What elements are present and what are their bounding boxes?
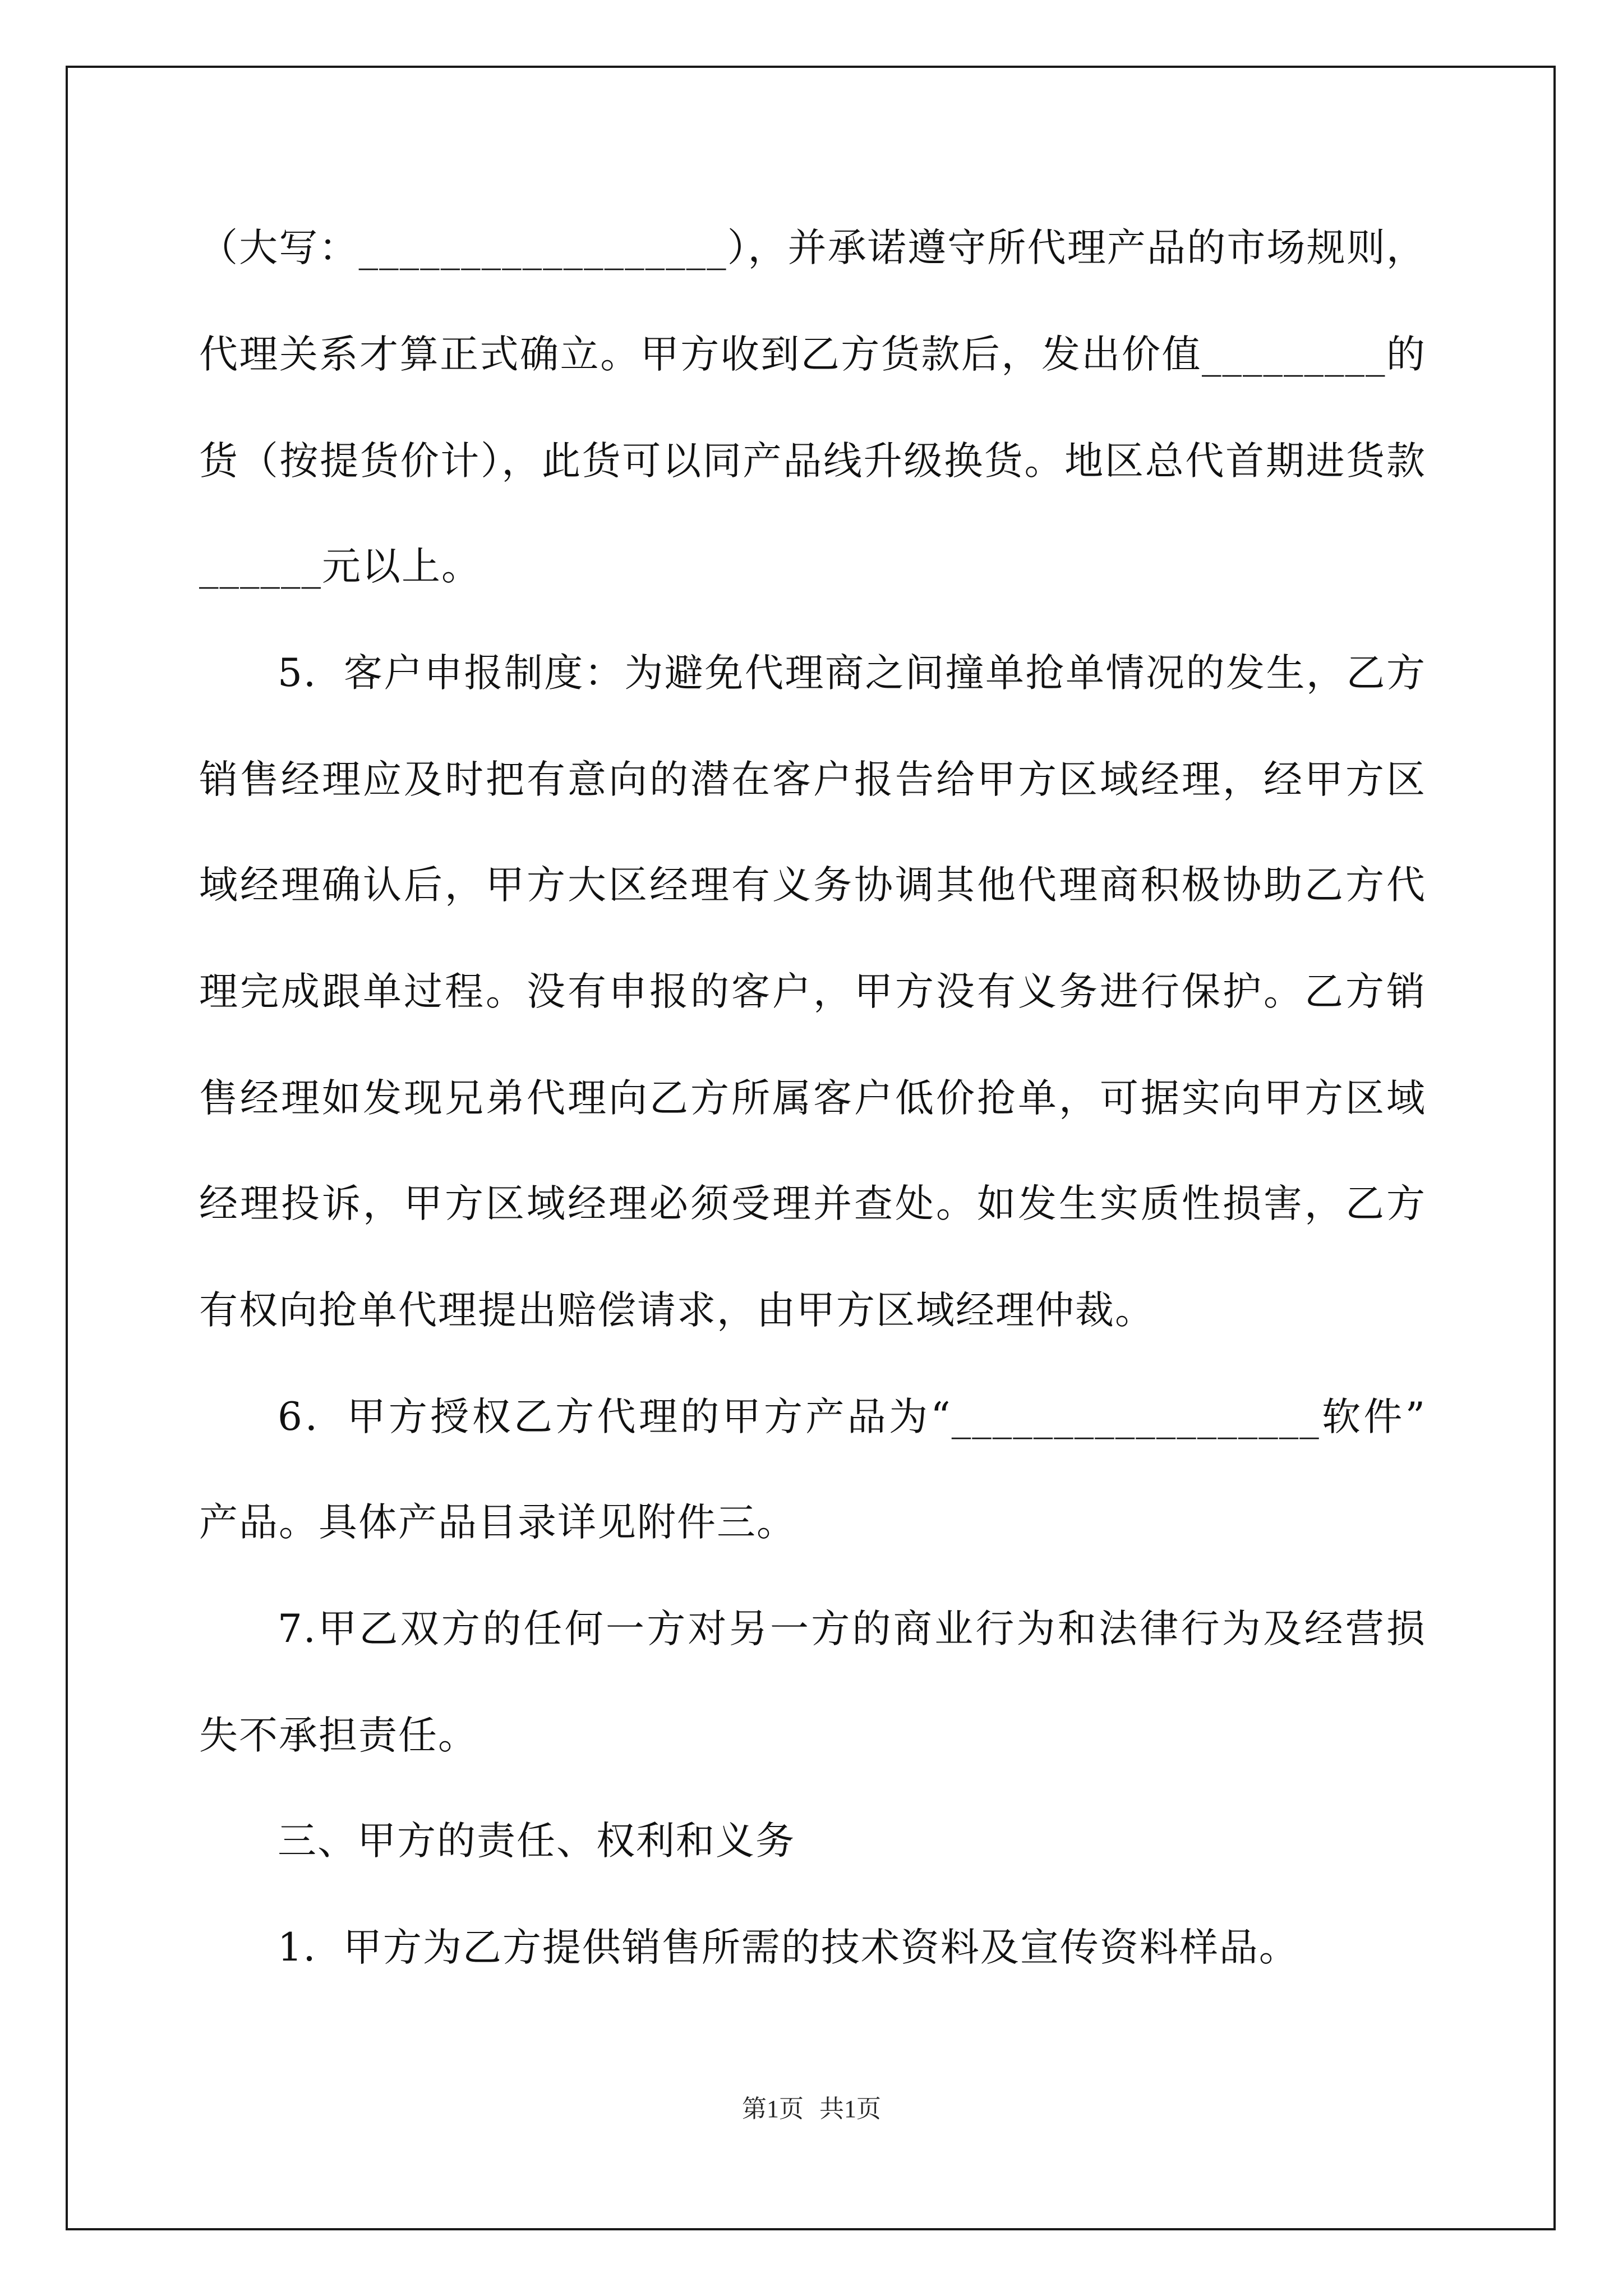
text-line: 货（按提货价计），此货可以同产品线升级换货。地区总代首期进货款 [199,439,1426,484]
section-heading: 三、甲方的责任、权利和义务 [278,1819,795,1864]
text-line: 理完成跟单过程。没有申报的客户，甲方没有义务进行保护。乙方销 [199,969,1426,1014]
text-line: 产品。具体产品目录详见附件三。 [199,1500,796,1545]
text-line: （大写：__________________），并承诺遵守所代理产品的市场规则， [199,226,1426,270]
page-total: 共1页 [819,2095,881,2123]
text-line: 经理投诉，甲方区域经理必须受理并查处。如发生实质性损害，乙方 [199,1181,1426,1226]
paragraph-6-first-line: 6．甲方授权乙方代理的甲方产品为“__________________软件” [278,1395,1426,1439]
text-line: 域经理确认后，甲方大区经理有义务协调其他代理商积极协助乙方代 [199,863,1426,908]
page-footer [0,2092,1623,2126]
paragraph-7-first-line: 7.甲乙双方的任何一方对另一方的商业行为和法律行为及经营损 [278,1607,1426,1651]
page-border [66,66,1556,2230]
paragraph-1-first-line: 1．甲方为乙方提供销售所需的技术资料及宣传资料样品。 [278,1925,1299,1970]
text-line: 有权向抢单代理提出赔偿请求，由甲方区域经理仲裁。 [199,1288,1155,1333]
text-line: 销售经理应及时把有意向的潜在客户报告给甲方区域经理，经甲方区 [199,757,1426,802]
text-line: ______元以上。 [199,544,481,589]
text-line: 失不承担责任。 [199,1713,478,1758]
text-line: 售经理如发现兄弟代理向乙方所属客户低价抢单，可据实向甲方区域 [199,1076,1426,1121]
paragraph-5-first-line: 5．客户申报制度：为避免代理商之间撞单抢单情况的发生，乙方 [278,651,1426,696]
page-number: 第1页 [742,2095,804,2123]
text-line: 代理关系才算正式确立。甲方收到乙方货款后，发出价值_________的 [199,332,1426,377]
